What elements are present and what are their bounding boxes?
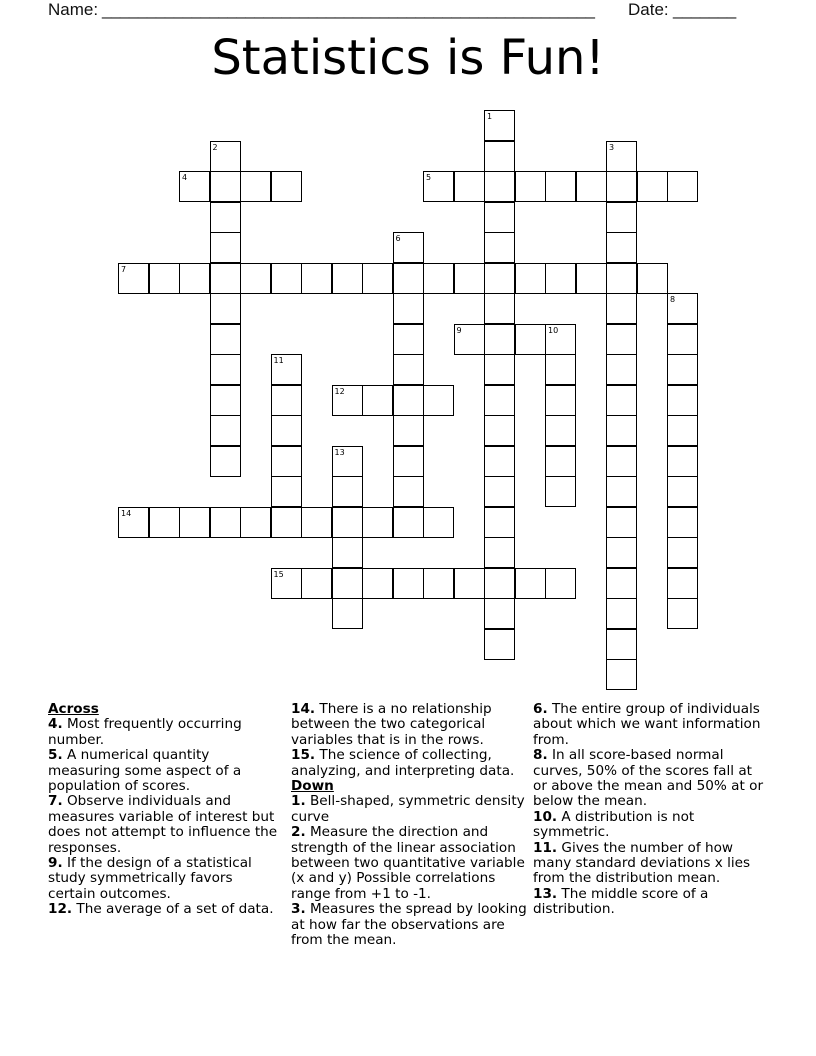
crossword-cell[interactable]	[210, 293, 241, 324]
clue-text: The average of a set of data.	[72, 901, 274, 918]
crossword-cell[interactable]	[454, 171, 485, 202]
clue-item	[533, 810, 769, 841]
crossword-cell[interactable]	[545, 415, 576, 446]
crossword-cell[interactable]	[179, 171, 210, 202]
clues-column-2	[291, 702, 527, 949]
cell-number: 9	[456, 325, 462, 335]
clue-number: 1.	[291, 793, 306, 810]
crossword-cell[interactable]	[393, 293, 424, 324]
crossword-cell[interactable]	[210, 263, 241, 294]
crossword-cell[interactable]	[332, 263, 363, 294]
crossword-cell[interactable]	[271, 415, 302, 446]
crossword-cell[interactable]	[454, 263, 485, 294]
crossword-cell[interactable]	[637, 263, 668, 294]
crossword-cell[interactable]	[332, 446, 363, 477]
clue-number: 8.	[533, 747, 548, 764]
clue-number: 6.	[533, 701, 548, 717]
crossword-cell[interactable]	[545, 354, 576, 385]
page-title: Statistics is Fun!	[211, 30, 605, 86]
clue-item	[533, 887, 769, 918]
crossword-cell[interactable]	[210, 171, 241, 202]
clue-text: In all score-based normal curves, 50% of the scores fall at or above the mean and 50% at or below the mean.	[533, 747, 764, 810]
crossword-cell[interactable]	[240, 263, 271, 294]
crossword-cell[interactable]	[393, 354, 424, 385]
clue-text: The middle score of a distribution.	[533, 885, 709, 918]
crossword-cell[interactable]	[271, 476, 302, 507]
crossword-cell[interactable]	[149, 263, 180, 294]
crossword-cell[interactable]	[667, 354, 698, 385]
crossword-cell[interactable]	[271, 507, 302, 538]
cell-number: 4	[182, 173, 188, 182]
crossword-cell[interactable]	[637, 171, 668, 202]
clue-heading: Down	[291, 778, 334, 795]
cell-number: 8	[670, 295, 676, 304]
crossword-cell[interactable]	[545, 263, 576, 294]
crossword-cell[interactable]	[606, 568, 637, 599]
crossword-cell[interactable]	[393, 324, 424, 355]
crossword-cell[interactable]	[423, 171, 454, 202]
crossword-cell[interactable]	[484, 293, 515, 324]
crossword-cell[interactable]	[515, 263, 546, 294]
crossword-cell[interactable]	[484, 354, 515, 385]
crossword-cell[interactable]	[271, 568, 302, 599]
crossword-cell[interactable]	[362, 263, 393, 294]
crossword-cell[interactable]	[454, 568, 485, 599]
clue-number: 15.	[291, 747, 316, 764]
crossword-cell[interactable]	[667, 507, 698, 538]
clue-text: Observe individuals and measures variable of interest but does not attempt to influence the responses.	[48, 793, 278, 856]
crossword-cell[interactable]	[484, 476, 515, 507]
clue-text: Measures the spread by looking at how far the observations are from the mean.	[291, 901, 527, 949]
crossword-cell[interactable]	[301, 507, 332, 538]
date-label: Date:	[628, 0, 669, 19]
crossword-cell[interactable]	[210, 507, 241, 538]
cell-number: 6	[395, 234, 401, 243]
crossword-cell[interactable]	[362, 507, 393, 538]
clue-number: 9.	[48, 855, 63, 872]
cell-number: 10	[548, 325, 559, 335]
name-blank-line[interactable]: _______________________________________________________	[102, 0, 595, 19]
crossword-cell[interactable]	[545, 476, 576, 507]
crossword-cell[interactable]	[210, 202, 241, 233]
clue-text: Measure the direction and strength of the linear association between two quantitative variable (x and y) Possible correlations range from +1 to -1.	[291, 824, 525, 902]
cell-number: 3	[609, 142, 615, 152]
crossword-cell[interactable]	[484, 537, 515, 568]
crossword-cell[interactable]	[606, 293, 637, 324]
clue-number: 2.	[291, 824, 306, 841]
crossword-cell[interactable]	[484, 385, 515, 416]
crossword-cell[interactable]	[240, 171, 271, 202]
crossword-cell[interactable]	[393, 446, 424, 477]
crossword-cell[interactable]	[606, 537, 637, 568]
crossword-cell[interactable]	[606, 354, 637, 385]
clue-text: The science of collecting, analyzing, and interpreting data.	[291, 747, 515, 779]
name-label: Name:	[48, 0, 99, 19]
crossword-cell[interactable]	[393, 263, 424, 294]
clue-text: If the design of a statistical study symmetrically favors certain outcomes.	[48, 855, 252, 902]
crossword-cell[interactable]	[667, 568, 698, 599]
clues-column-1	[48, 702, 284, 918]
crossword-cell[interactable]	[210, 415, 241, 446]
crossword-cell[interactable]	[667, 537, 698, 568]
clue-number: 7.	[48, 793, 63, 810]
crossword-cell[interactable]	[271, 171, 302, 202]
crossword-cell[interactable]	[393, 232, 424, 263]
clue-item	[291, 748, 527, 779]
crossword-cell[interactable]	[484, 598, 515, 629]
clue-text: Gives the number of how many standard deviations x lies from the distribution mean.	[533, 839, 751, 887]
crossword-cell[interactable]	[515, 568, 546, 599]
crossword-cell[interactable]	[545, 446, 576, 477]
crossword-cell[interactable]	[484, 110, 515, 141]
clue-text: Bell-shaped, symmetric density curve	[291, 793, 525, 825]
crossword-cell[interactable]	[301, 263, 332, 294]
clue-item	[291, 702, 527, 748]
clue-number: 11.	[533, 839, 558, 856]
clue-number: 10.	[533, 808, 558, 825]
crossword-cell[interactable]	[271, 385, 302, 416]
crossword-cell[interactable]	[484, 324, 515, 355]
crossword-cell[interactable]	[606, 232, 637, 263]
clue-item	[291, 825, 527, 902]
crossword-cell[interactable]	[210, 354, 241, 385]
crossword-cell[interactable]	[332, 537, 363, 568]
crossword-cell[interactable]	[606, 476, 637, 507]
clue-number: 12.	[48, 901, 73, 918]
crossword-cell[interactable]	[332, 385, 363, 416]
crossword-cell[interactable]	[545, 171, 576, 202]
clue-heading: Across	[48, 701, 99, 717]
crossword-cell[interactable]	[606, 141, 637, 172]
crossword-cell[interactable]	[484, 415, 515, 446]
crossword-cell[interactable]	[606, 507, 637, 538]
crossword-cell[interactable]	[240, 507, 271, 538]
crossword-cell[interactable]	[667, 476, 698, 507]
crossword-cell[interactable]	[606, 629, 637, 660]
clue-item	[533, 702, 769, 748]
clue-number: 14.	[291, 701, 316, 717]
crossword-cell[interactable]	[149, 507, 180, 538]
crossword-cell[interactable]	[576, 263, 607, 294]
crossword-cell[interactable]	[423, 507, 454, 538]
date-blank-line[interactable]: _______	[673, 0, 736, 19]
crossword-cell[interactable]	[606, 385, 637, 416]
clue-item	[48, 856, 284, 902]
crossword-cell[interactable]	[332, 476, 363, 507]
crossword-cell[interactable]	[484, 141, 515, 172]
clue-item	[533, 841, 769, 887]
crossword-cell[interactable]	[271, 446, 302, 477]
crossword-cell[interactable]	[179, 263, 210, 294]
crossword-cell[interactable]	[576, 171, 607, 202]
clue-text: A distribution is not symmetric.	[533, 808, 695, 841]
crossword-cell[interactable]	[667, 324, 698, 355]
clue-item	[533, 748, 769, 810]
crossword-cell[interactable]	[210, 385, 241, 416]
clue-text: Most frequently occurring number.	[48, 716, 242, 748]
crossword-cell[interactable]	[667, 293, 698, 324]
clue-text: A numerical quantity measuring some aspect of a population of scores.	[48, 747, 242, 795]
crossword-cell[interactable]	[210, 446, 241, 477]
crossword-cell[interactable]	[423, 385, 454, 416]
crossword-cell[interactable]	[484, 629, 515, 660]
crossword-cell[interactable]	[393, 385, 424, 416]
crossword-cell[interactable]	[393, 568, 424, 599]
crossword-cell[interactable]	[484, 232, 515, 263]
crossword-cell[interactable]	[484, 202, 515, 233]
crossword-cell[interactable]	[667, 446, 698, 477]
crossword-cell[interactable]	[606, 263, 637, 294]
cell-number: 5	[426, 173, 432, 182]
cell-number: 12	[334, 386, 345, 396]
clue-text: The entire group of individuals about which we want information from.	[533, 701, 761, 748]
clue-number: 4.	[48, 716, 63, 733]
clue-item	[48, 748, 284, 794]
crossword-cell[interactable]	[667, 598, 698, 629]
crossword-cell[interactable]	[515, 171, 546, 202]
cell-number: 11	[273, 356, 284, 365]
crossword-cell[interactable]	[179, 507, 210, 538]
crossword-cell[interactable]	[606, 415, 637, 446]
cell-number: 15	[273, 569, 284, 579]
crossword-cell[interactable]	[515, 324, 546, 355]
cell-number: 13	[334, 447, 345, 457]
crossword-cell[interactable]	[545, 324, 576, 355]
crossword-cell[interactable]	[362, 568, 393, 599]
crossword-cell[interactable]	[393, 507, 424, 538]
clue-item	[48, 717, 284, 748]
clues-column-3	[533, 702, 769, 918]
crossword-cell[interactable]	[301, 568, 332, 599]
clue-number: 5.	[48, 747, 63, 764]
clue-item	[48, 902, 284, 917]
crossword-cell[interactable]	[118, 263, 149, 294]
crossword-cell[interactable]	[667, 385, 698, 416]
crossword-cell[interactable]	[606, 446, 637, 477]
crossword-cell[interactable]	[484, 263, 515, 294]
cell-number: 14	[121, 508, 132, 518]
crossword-cell[interactable]	[210, 141, 241, 172]
crossword-cell[interactable]	[271, 354, 302, 385]
crossword-cell[interactable]	[606, 202, 637, 233]
crossword-cell[interactable]	[362, 385, 393, 416]
crossword-cell[interactable]	[332, 598, 363, 629]
crossword-cell[interactable]	[210, 232, 241, 263]
crossword-cell[interactable]	[667, 415, 698, 446]
crossword-cell[interactable]	[545, 385, 576, 416]
clue-item	[291, 794, 527, 825]
crossword-cell[interactable]	[484, 171, 515, 202]
crossword-cell[interactable]	[118, 507, 149, 538]
cell-number: 2	[212, 142, 218, 152]
crossword-cell[interactable]	[393, 415, 424, 446]
crossword-cell[interactable]	[454, 324, 485, 355]
crossword-cell[interactable]	[606, 171, 637, 202]
clue-number: 13.	[533, 885, 558, 902]
crossword-cell[interactable]	[484, 568, 515, 599]
crossword-cell[interactable]	[423, 568, 454, 599]
crossword-cell[interactable]	[423, 263, 454, 294]
crossword-cell[interactable]	[667, 171, 698, 202]
cell-number: 1	[487, 112, 493, 121]
crossword-cell[interactable]	[484, 446, 515, 477]
crossword-cell[interactable]	[332, 507, 363, 538]
clue-number: 3.	[291, 901, 306, 918]
crossword-cell[interactable]	[210, 324, 241, 355]
crossword-cell[interactable]	[393, 476, 424, 507]
crossword-cell[interactable]	[606, 598, 637, 629]
crossword-cell[interactable]	[606, 324, 637, 355]
crossword-cell[interactable]	[545, 568, 576, 599]
crossword-cell[interactable]	[271, 263, 302, 294]
clue-item	[48, 794, 284, 856]
clue-item	[291, 902, 527, 948]
crossword-cell[interactable]	[484, 507, 515, 538]
cell-number: 7	[121, 264, 127, 274]
crossword-cell[interactable]	[606, 659, 637, 690]
crossword-cell[interactable]	[332, 568, 363, 599]
clue-text: There is a no relationship between the two categorical variables that is in the rows.	[291, 701, 492, 748]
